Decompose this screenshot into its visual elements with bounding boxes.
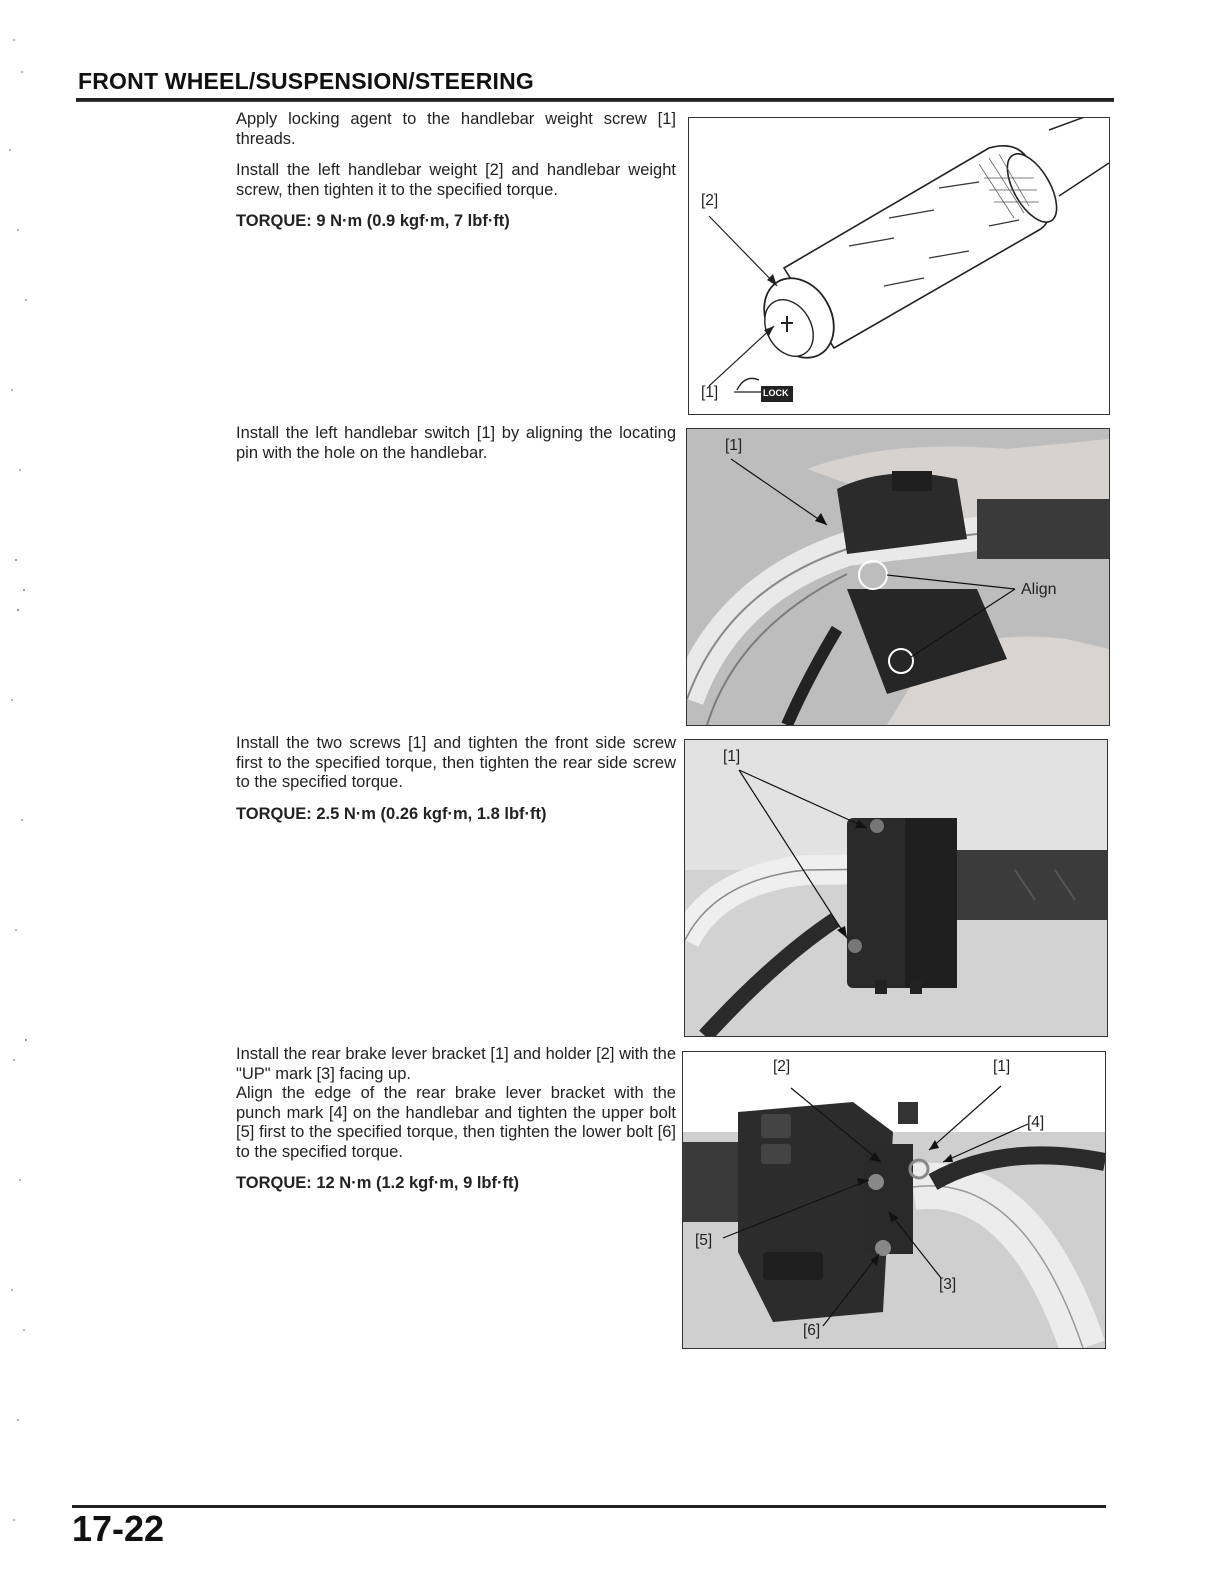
header-divider — [76, 98, 1114, 102]
switch-screws-photo — [685, 740, 1107, 1036]
step-2-paragraph-1: Install the left handlebar switch [1] by aligning the locating pin with the hole on the handlebar. — [236, 424, 676, 462]
figure-handlebar-weight — [688, 117, 1110, 415]
callout-3: [3] — [939, 1276, 957, 1293]
scan-edge-noise — [0, 0, 60, 1584]
callout-1: [1] — [725, 437, 743, 454]
torque-value: 2.5 N·m (0.26 kgf·m, 1.8 lbf·ft) — [316, 804, 547, 823]
step-2-text — [236, 424, 676, 475]
step-1-paragraph-1: Apply locking agent to the handlebar weight screw [1] threads. — [236, 110, 676, 148]
step-1-text — [236, 110, 676, 232]
page-number: 17-22 — [72, 1508, 165, 1549]
step-1-paragraph-2: Install the left handlebar weight [2] and handlebar weight screw, then tighten it to the specified torque. — [236, 161, 676, 199]
step-4-text — [236, 1045, 676, 1194]
figure-brake-lever-bracket — [682, 1051, 1106, 1349]
torque-value: 9 N·m (0.9 kgf·m, 7 lbf·ft) — [316, 212, 510, 230]
callout-6: [6] — [803, 1322, 821, 1339]
callout-1: [1] — [723, 748, 741, 765]
figure-switch-screws — [684, 739, 1108, 1037]
callout-2: [2] — [773, 1058, 791, 1075]
callout-2: [2] — [701, 192, 719, 209]
brake-lever-bracket-photo — [683, 1052, 1105, 1348]
callout-1: [1] — [993, 1058, 1011, 1075]
torque-label: TORQUE: — [236, 1174, 312, 1192]
callout-4: [4] — [1027, 1114, 1045, 1131]
callout-5: [5] — [695, 1232, 713, 1249]
step-4-torque — [236, 1174, 676, 1194]
torque-label: TORQUE: — [236, 212, 312, 230]
step-4-paragraph-2: Align the edge of the rear brake lever bracket with the punch mark [4] on the handlebar and tighten the upper bolt [5] first to the specified torque, then tighten the lower bolt [6] to the specified torque. — [236, 1084, 676, 1161]
footer-divider — [72, 1505, 1106, 1508]
callout-1: [1] — [701, 384, 719, 401]
figure-left-switch-align — [686, 428, 1110, 726]
callout-align: Align — [1021, 581, 1057, 598]
lock-badge: LOCK — [763, 388, 789, 398]
step-1-torque — [236, 212, 676, 232]
step-3-torque — [236, 805, 676, 825]
section-title: FRONT WHEEL/SUSPENSION/STEERING — [78, 68, 535, 94]
torque-value: 12 N·m (1.2 kgf·m, 9 lbf·ft) — [316, 1174, 519, 1192]
step-4-paragraph-1: Install the rear brake lever bracket [1] and holder [2] with the "UP" mark [3] facing up. — [236, 1045, 676, 1083]
step-3-paragraph-1: Install the two screws [1] and tighten the front side screw first to the specified torque, then tighten the rear side screw to the specified torque. — [236, 734, 676, 791]
left-switch-photo — [687, 429, 1109, 725]
torque-label: TORQUE: — [236, 804, 312, 823]
handlebar-weight-illustration — [689, 118, 1109, 414]
step-3-text — [236, 734, 676, 824]
